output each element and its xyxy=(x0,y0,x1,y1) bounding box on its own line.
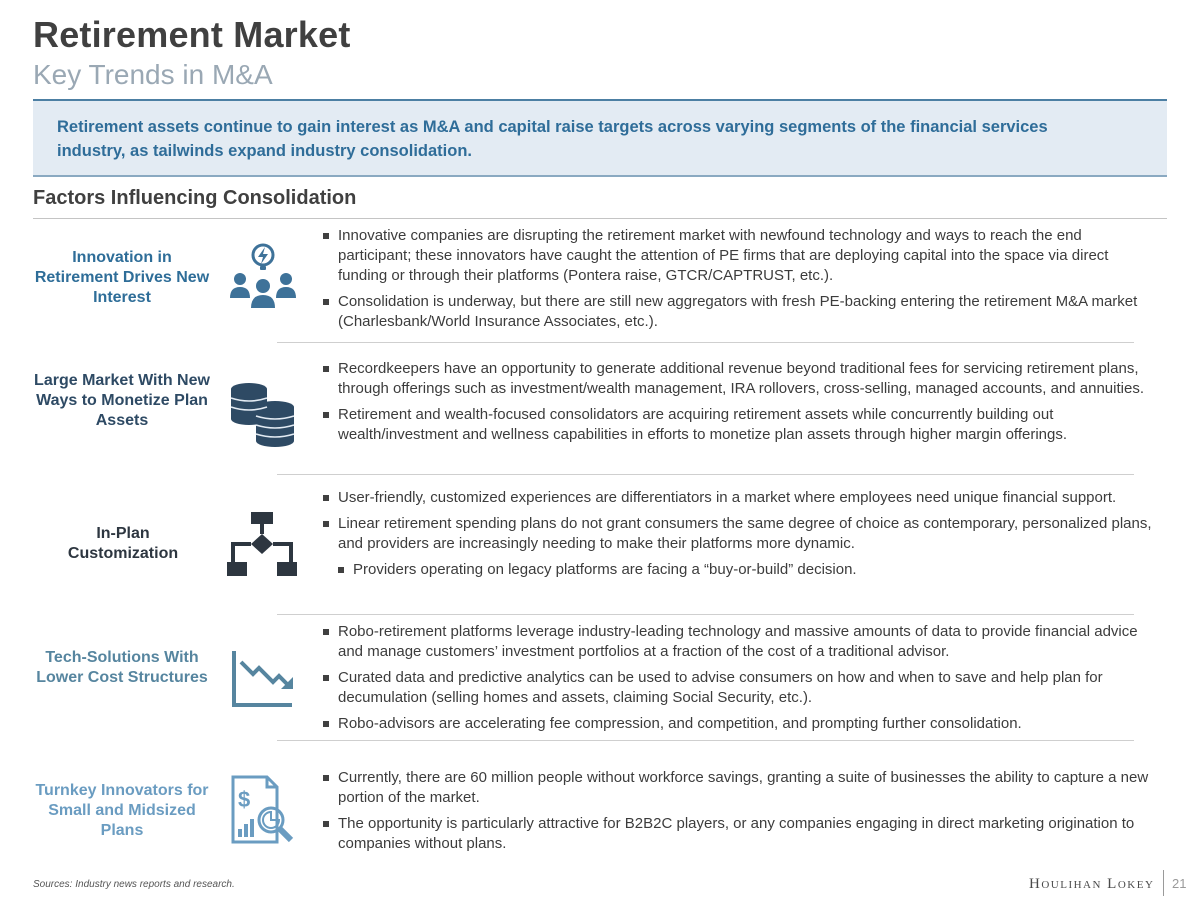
team-idea-icon xyxy=(227,242,299,314)
row-divider xyxy=(277,614,1134,615)
company-logo xyxy=(1029,876,1154,893)
page-subtitle: Key Trends in M&A xyxy=(33,59,273,90)
factor-label: Innovation in Retirement Drives New Interest xyxy=(34,249,210,306)
bullet-item: Innovative companies are disrupting the retirement market with newfound technology and ways to reach the end participant; these innovators have caught the attention of PE firms that are deploying capital into the space via direct funding or through their platforms (Pontera raise, GTCR/CAPTRUST, etc.). xyxy=(323,226,1153,286)
bullet-item: Recordkeepers have an opportunity to generate additional revenue beyond traditional fees for servicing retirement plans, through offerings such as investment/wealth management, IRA rollovers, cross-selling, managed accounts, and annuities. xyxy=(323,359,1153,399)
summary-banner-text: Retirement assets continue to gain interest as M&A and capital raise targets across varying segments of the financial services industry, as tailwinds expand industry consolidation. xyxy=(57,118,1048,160)
factor-label: In-Plan Customization xyxy=(67,525,179,562)
bullet-item: Linear retirement spending plans do not grant consumers the same degree of choice as contemporary, personalized plans, and providers are increasingly needing to make their platforms more dynamic. xyxy=(323,514,1153,554)
sub-bullet-item: Providers operating on legacy platforms are facing a “buy-or-build” decision. xyxy=(338,560,1153,580)
bullet-item: Robo-advisors are accelerating fee compression, and competition, and prompting further consolidation. xyxy=(323,714,1153,734)
page-number: 21 xyxy=(1172,876,1187,891)
bullet-item: Consolidation is underway, but there are still new aggregators with fresh PE-backing entering the retirement M&A market (Charlesbank/World Insurance Associates, etc.). xyxy=(323,292,1153,332)
row-divider xyxy=(277,474,1134,475)
flowchart-icon xyxy=(227,510,299,582)
factor-label: Turnkey Innovators for Small and Midsized Plans xyxy=(35,782,209,839)
factor-label: Tech-Solutions With Lower Cost Structures xyxy=(36,649,208,686)
factor-bullets xyxy=(323,226,1153,338)
factor-bullets xyxy=(323,488,1153,586)
section-divider xyxy=(33,218,1167,219)
footer-divider xyxy=(1163,870,1164,896)
row-divider xyxy=(277,342,1134,343)
bullet-item: Retirement and wealth-focused consolidators are acquiring retirement assets while concurrently building out wealth/investment and wellness capabilities in efforts to monetize plan assets through higher margin offerings. xyxy=(323,405,1153,445)
factor-bullets xyxy=(323,359,1153,451)
factor-bullets xyxy=(323,622,1153,740)
bullet-item: User-friendly, customized experiences are differentiators in a market where employees need unique financial support. xyxy=(323,488,1153,508)
financial-report-magnifier-icon xyxy=(227,774,299,846)
summary-banner xyxy=(33,99,1167,177)
coin-stacks-icon xyxy=(227,379,299,451)
logo-text: Houlihan Lokey xyxy=(1029,876,1155,892)
bullet-item: Robo-retirement platforms leverage industry-leading technology and massive amounts of data to provide financial advice and manage customers’ investment portfolios at a fraction of the cost of a traditional advisor. xyxy=(323,622,1153,662)
factor-label: Large Market With New Ways to Monetize Plan Assets xyxy=(34,372,210,429)
row-divider xyxy=(277,740,1134,741)
sources-footnote: Sources: Industry news reports and research. xyxy=(33,879,235,890)
bullet-item: Currently, there are 60 million people without workforce savings, granting a suite of businesses the ability to capture a new portion of the market. xyxy=(323,768,1153,808)
svg-text:$: $ xyxy=(238,787,251,812)
section-title: Factors Influencing Consolidation xyxy=(33,187,357,209)
declining-chart-icon xyxy=(227,648,299,720)
bullet-item: Curated data and predictive analytics can be used to advise consumers on how and when to save and help plan for decumulation (selling homes and assets, claiming Social Security, etc.). xyxy=(323,668,1153,708)
page-title: Retirement Market xyxy=(33,14,351,55)
factor-bullets xyxy=(323,768,1153,860)
bullet-item: The opportunity is particularly attractive for B2B2C players, or any companies engaging in direct marketing origination to companies without plans. xyxy=(323,814,1153,854)
